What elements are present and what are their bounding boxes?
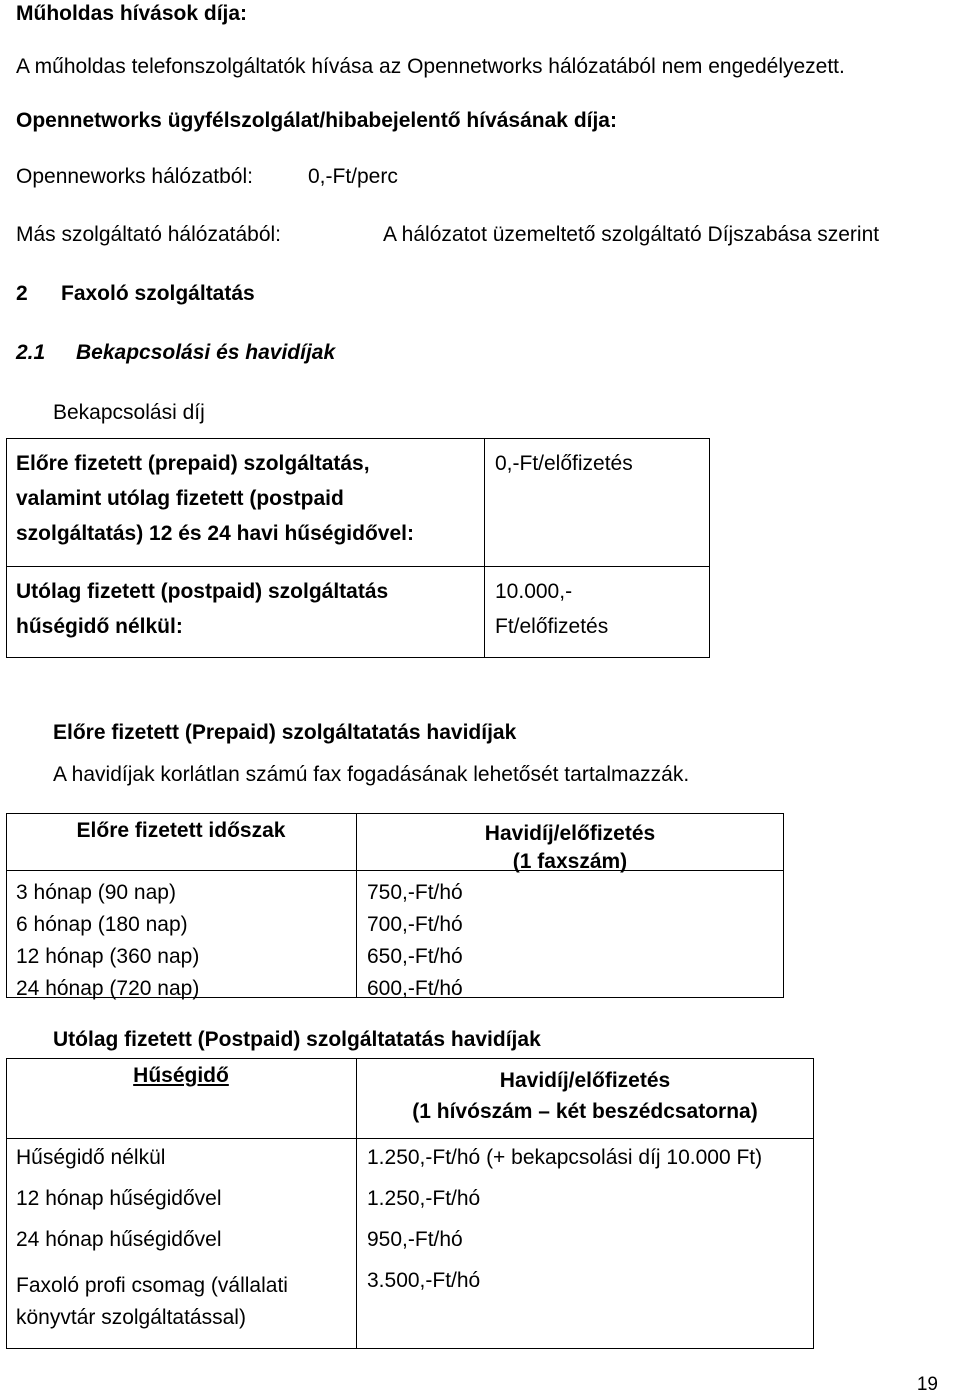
postpaid-title: Utólag fizetett (Postpaid) szolgáltatatás havidíjak [53,1028,541,1051]
satellite-text: A műholdas telefonszolgáltatók hívása az Opennetworks hálózatából nem engedélyezett. [16,55,845,78]
table-row: 950,-Ft/hó [367,1228,463,1251]
table-row: 1.250,-Ft/hó [367,1187,481,1210]
activation-table-divider [484,438,485,658]
table-row: 750,-Ft/hó [367,881,463,904]
prepaid-note: A havidíjak korlátlan számú fax fogadásának lehetősét tartalmazzák. [53,763,690,786]
prepaid-col2-header: Havidíj/előfizetés (1 faxszám) [484,822,656,873]
table-row: 6 hónap (180 nap) [16,913,188,936]
table-row: 650,-Ft/hó [367,945,463,968]
activation-title: Bekapcsolási díj [53,401,205,424]
table-row: Hűségidő nélkül [16,1146,166,1169]
prepaid-periods [16,877,199,1005]
prepaid-title: Előre fizetett (Prepaid) szolgáltatatás havidíjak [53,721,517,744]
table-row: 24 hónap hűségidővel [16,1228,222,1251]
section21-number: 2.1 [16,341,46,364]
table-row: 24 hónap (720 nap) [16,977,200,1000]
section21-title: Bekapcsolási és havidíjak [76,341,336,364]
other-network-value: A hálózatot üzemeltető szolgáltató Díjszabása szerint [383,223,880,246]
postpaid-col1-header: Hűségidő [133,1064,229,1087]
prepaid-fees [367,877,463,1005]
section2-title: Faxoló szolgáltatás [61,282,255,305]
support-title: Opennetworks ügyfélszolgálat/hibabejelentő hívásának díja: [16,109,617,132]
own-network-value: 0,-Ft/perc [308,165,398,188]
table-row: 12 hónap hűségidővel [16,1187,222,1210]
page-number: 19 [916,1374,938,1395]
section2-number: 2 [16,282,28,305]
activation-row-2-value: 10.000,- Ft/előfizetés [495,580,609,638]
activation-row-1-value: 0,-Ft/előfizetés [495,452,633,475]
table-row: 3.500,-Ft/hó [367,1269,481,1292]
table-row: 3 hónap (90 nap) [16,881,176,904]
other-network-label: Más szolgáltató hálózatából: [16,223,281,246]
activation-row-1-label: Előre fizetett (prepaid) szolgáltatás, valamint utólag fizetett (postpaid szolgáltatás) 12 és 24 havi hűségidővel: [16,452,414,545]
activation-table-row-divider [6,566,710,567]
table-row: 1.250,-Ft/hó (+ bekapcsolási díj 10.000 Ft) [367,1146,763,1169]
activation-row-2-label: Utólag fizetett (postpaid) szolgáltatás hűségidő nélkül: [16,580,389,638]
postpaid-col2-header: Havidíj/előfizetés (1 hívószám – két beszédcsatorna) [412,1069,758,1123]
table-row: Faxoló profi csomag (vállalati könyvtár szolgáltatással) [16,1274,288,1329]
own-network-label: Openneworks hálózatból: [16,165,253,188]
section-title-satellite: Műholdas hívások díja: [16,2,248,25]
table-row: 600,-Ft/hó [367,977,463,1000]
table-row: 700,-Ft/hó [367,913,463,936]
postpaid-table-header-divider [6,1138,814,1139]
prepaid-col1-header: Előre fizetett időszak [76,819,286,842]
table-row: 12 hónap (360 nap) [16,945,200,968]
